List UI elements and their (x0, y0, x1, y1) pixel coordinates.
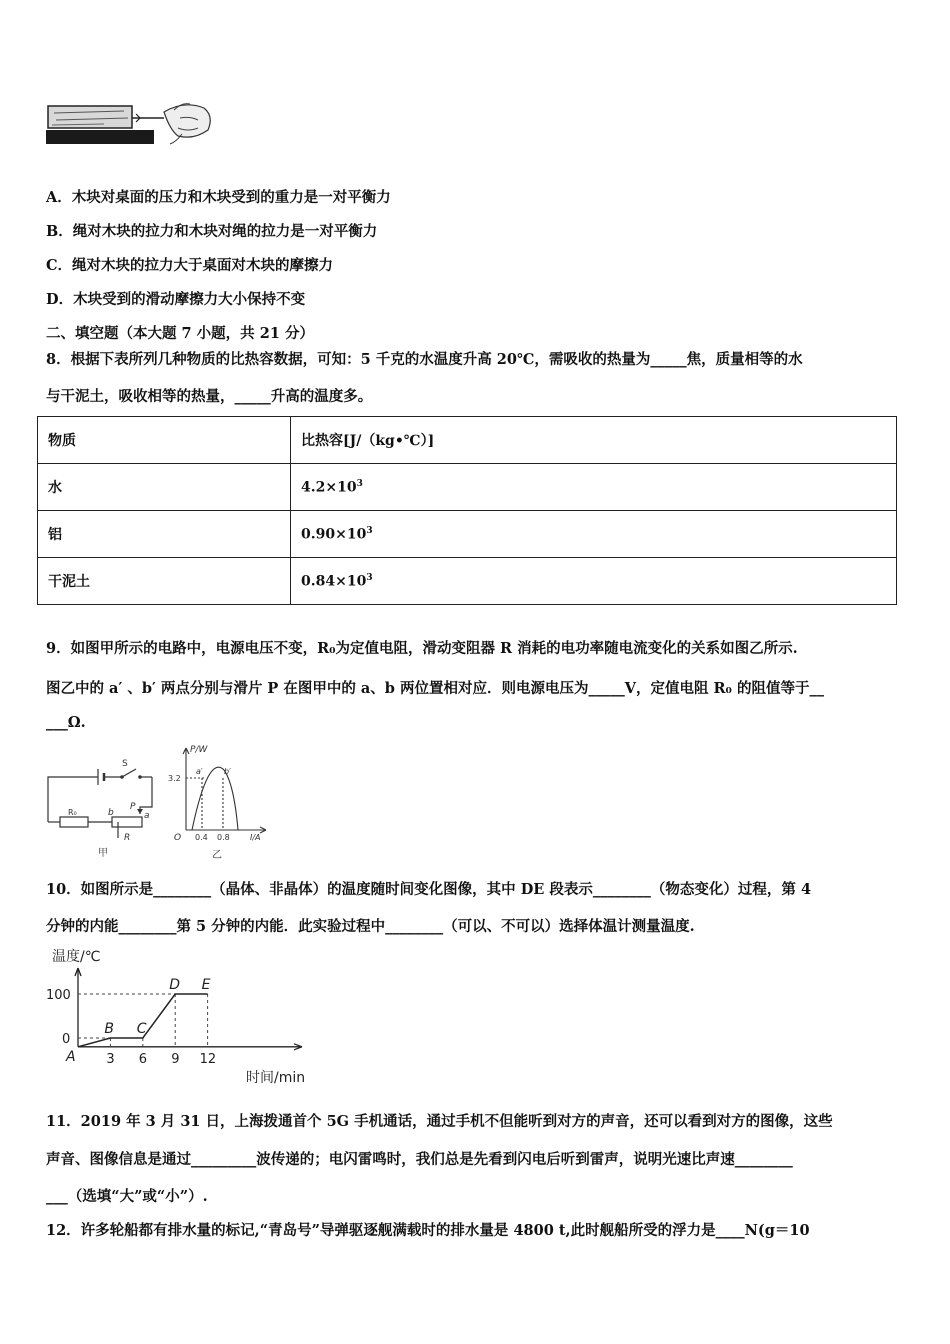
point-label: A (66, 1048, 76, 1065)
x-tick-label: 3 (106, 1051, 115, 1067)
graph-origin: O (174, 833, 182, 843)
point-label: E (201, 977, 211, 993)
q9-line-3: ___Ω. (46, 714, 86, 731)
q7-option-a: A．木块对桌面的压力和木块受到的重力是一对平衡力 (46, 189, 391, 206)
q8-line-1: 8．根据下表所列几种物质的比热容数据，可知：5 千克的水温度升高 20℃，需吸收的热量为_____焦，质量相等的水 (46, 351, 803, 368)
table-cell-substance: 水 (38, 464, 291, 511)
q9-line-2: 图乙中的 a′ 、b′ 两点分别与滑片 P 在图甲中的 a、b 两位置相对应．则电源电压为_____V，定值电阻 R₀ 的阻值等于__ (46, 680, 824, 697)
circuit-diagram (40, 752, 165, 860)
q11-line-3: ___（选填“大”或“小”）. (46, 1188, 208, 1205)
q11-line-2: 声音、图像信息是通过_________波传递的；电闪雷鸣时，我们总是先看到闪电后听到雷声，说明光速比声速________ (46, 1151, 793, 1168)
point-label: C (136, 1021, 147, 1037)
circuit-label-b: b (108, 808, 114, 818)
graph-y-tick: 3.2 (168, 774, 181, 783)
x-tick-label: 9 (171, 1051, 180, 1067)
graph-caption: 乙 (212, 850, 222, 861)
q10-line-2: 分钟的内能________第 5 分钟的内能．此实验过程中________（可以、不可以）选择体温计测量温度. (46, 918, 695, 935)
table-row (38, 558, 897, 605)
table-cell-value: $0.90\times 10^3$ (291, 511, 897, 558)
chart-ylabel: 温度/℃ (52, 949, 101, 965)
y-tick-label: 0 (62, 1032, 71, 1047)
power-current-graph (166, 740, 270, 862)
table-header-cell: 比热容[J/（kg•℃）] (291, 417, 897, 464)
x-tick-label: 12 (199, 1051, 217, 1067)
table-cell-substance: 干泥土 (38, 558, 291, 605)
circuit-label-a: a (144, 811, 150, 821)
q7-option-d: D．木块受到的滑动摩擦力大小保持不变 (46, 291, 306, 308)
circuit-label-s: S (122, 759, 128, 769)
circuit-caption: 甲 (98, 848, 108, 859)
q10-line-1: 10．如图所示是________（晶体、非晶体）的温度随时间变化图像，其中 DE 段表示________（物态变化）过程，第 4 (46, 881, 812, 898)
circuit-label-r0: R₀ (68, 808, 77, 817)
graph-x-tick: 0.8 (217, 833, 230, 842)
chart-xlabel: 时间/min (246, 1070, 306, 1086)
graph-b-prime: b′ (224, 767, 231, 776)
x-tick-label: 6 (138, 1051, 148, 1067)
graph-a-prime: a′ (196, 767, 203, 776)
specific-heat-table (37, 416, 897, 605)
graph-x-tick: 0.4 (195, 833, 208, 842)
q7-option-c: C．绳对木块的拉力大于桌面对木块的摩擦力 (46, 257, 334, 274)
block-pull-figure (44, 98, 214, 150)
q11-line-1: 11．2019 年 3 月 31 日，上海拨通首个 5G 手机通话，通过手机不但能听到对方的声音，还可以看到对方的图像，这些 (46, 1113, 833, 1130)
temperature-time-chart (44, 942, 324, 1087)
table-cell-value: $4.2\times 10^3$ (291, 464, 897, 511)
q9-line-1: 9．如图甲所示的电路中，电源电压不变，R₀为定值电阻，滑动变阻器 R 消耗的电功率随电流变化的关系如图乙所示. (46, 640, 798, 657)
circuit-label-p: P (130, 802, 136, 812)
point-label: D (169, 977, 180, 993)
point-label: B (104, 1021, 115, 1037)
q8-line-2: 与干泥土，吸收相等的热量，_____升高的温度多。 (46, 388, 373, 405)
table-row (38, 511, 897, 558)
graph-xlabel: I/A (250, 833, 261, 842)
q12-line-1: 12．许多轮船都有排水量的标记,“青岛号”导弹驱逐舰满载时的排水量是 4800 t,此时舰船所受的浮力是____N(g＝10 (46, 1222, 810, 1239)
y-tick-label: 100 (46, 988, 71, 1003)
q7-option-b: B．绳对木块的拉力和木块对绳的拉力是一对平衡力 (46, 223, 378, 240)
table-header-row (38, 417, 897, 464)
table-row (38, 464, 897, 511)
graph-ylabel: P/W (190, 745, 208, 755)
table-cell-substance: 铝 (38, 511, 291, 558)
table-cell-value: $0.84\times 10^3$ (291, 558, 897, 605)
table-header-cell: 物质 (38, 417, 291, 464)
circuit-label-r: R (124, 833, 131, 843)
section-heading: 二、填空题（本大题 7 小题，共 21 分） (46, 325, 314, 342)
